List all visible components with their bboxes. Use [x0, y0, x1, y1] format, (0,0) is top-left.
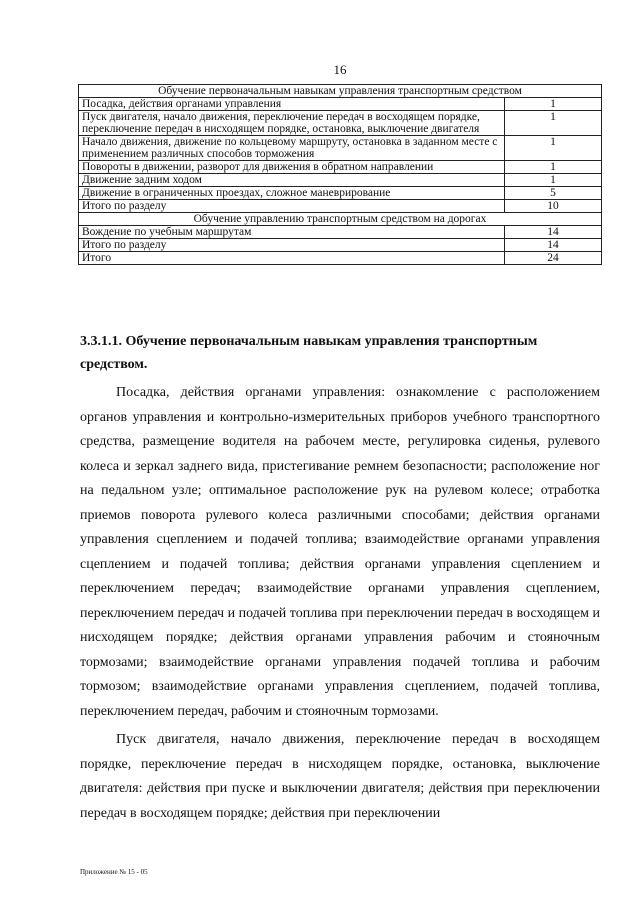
- row-label: Итого по разделу: [79, 200, 505, 213]
- row-hours: 1: [505, 136, 602, 161]
- row-hours: 5: [505, 187, 602, 200]
- row-label: Посадка, действия органами управления: [79, 98, 505, 111]
- body-paragraph: Посадка, действия органами управления: ознакомление с расположением органов управления и контрольно-измерительных приборов учебного транспортного средства, размещение водителя на рабочем месте, регулировка сиденья, рулевого колеса и зеркал заднего вида, пристегивание ремнем безопасности; расположение ног на педальном узле; оптимальное расположение рук на рулевом колесе; отработка приемов поворота рулевого колеса различными способами; действия органами управления сцеплением и подачей топлива; взаимодействие органами управления сцеплением и подачей топлива; действия органами управления сцеплением и переключением передач; взаимодействие органами управления сцеплением, переключением передач и подачей топлива при переключении передач в восходящем и нисходящем порядке; действия органами управления рабочим и стояночным тормозами; взаимодействие органами управления подачей топлива и рабочим тормозом; взаимодействие органами управления сцеплением, подачей топлива, переключением передач, рабочим и стояночным тормозами.: [80, 385, 600, 719]
- row-label: Повороты в движении, разворот для движения в обратном направлении: [79, 161, 505, 174]
- row-label: Движение задним ходом: [79, 174, 505, 187]
- row-hours: 1: [505, 161, 602, 174]
- row-label: Итого: [79, 252, 505, 265]
- table-row: [79, 239, 602, 252]
- row-hours: 1: [505, 98, 602, 111]
- table-row: [79, 200, 602, 213]
- section-title: Обучение первоначальным навыкам управления транспортным средством: [79, 85, 602, 98]
- training-hours-table: [78, 84, 602, 265]
- row-hours: 24: [505, 252, 602, 265]
- row-hours: 10: [505, 200, 602, 213]
- row-label: Пуск двигателя, начало движения, переключение передач в восходящем порядке, переключение передач в нисходящем порядке, остановка, выключение двигателя: [79, 111, 505, 136]
- section-heading: 3.3.1.1. Обучение первоначальным навыкам управления транспортным средством.: [80, 334, 538, 372]
- table-row: [79, 161, 602, 174]
- row-hours: 1: [505, 174, 602, 187]
- footer-note: Приложение № 15 - 05: [80, 868, 148, 876]
- section-title: Обучение управлению транспортным средством на дорогах: [79, 213, 602, 226]
- table-row: [79, 226, 602, 239]
- table-row: [79, 98, 602, 111]
- row-hours: 14: [505, 239, 602, 252]
- row-label: Начало движения, движение по кольцевому маршруту, остановка в заданном месте с применением различных способов торможения: [79, 136, 505, 161]
- row-label: Итого по разделу: [79, 239, 505, 252]
- table-row: [79, 252, 602, 265]
- table-section-header: [79, 85, 602, 98]
- row-label: Вождение по учебным маршрутам: [79, 226, 505, 239]
- row-hours: 14: [505, 226, 602, 239]
- row-hours: 1: [505, 111, 602, 136]
- body-paragraph: Пуск двигателя, начало движения, переключение передач в восходящем порядке, переключение передач в нисходящем порядке, остановка, выключение двигателя: действия при пуске и выключении двигателя; действия при переключении передач в восходящем порядке; действия при переключении: [80, 732, 600, 821]
- table-row: [79, 136, 602, 161]
- table-row: [79, 187, 602, 200]
- table-row: [79, 174, 602, 187]
- row-label: Движение в ограниченных проездах, сложное маневрирование: [79, 187, 505, 200]
- table-row: [79, 111, 602, 136]
- table-section-header: [79, 213, 602, 226]
- page-number: 16: [333, 62, 347, 77]
